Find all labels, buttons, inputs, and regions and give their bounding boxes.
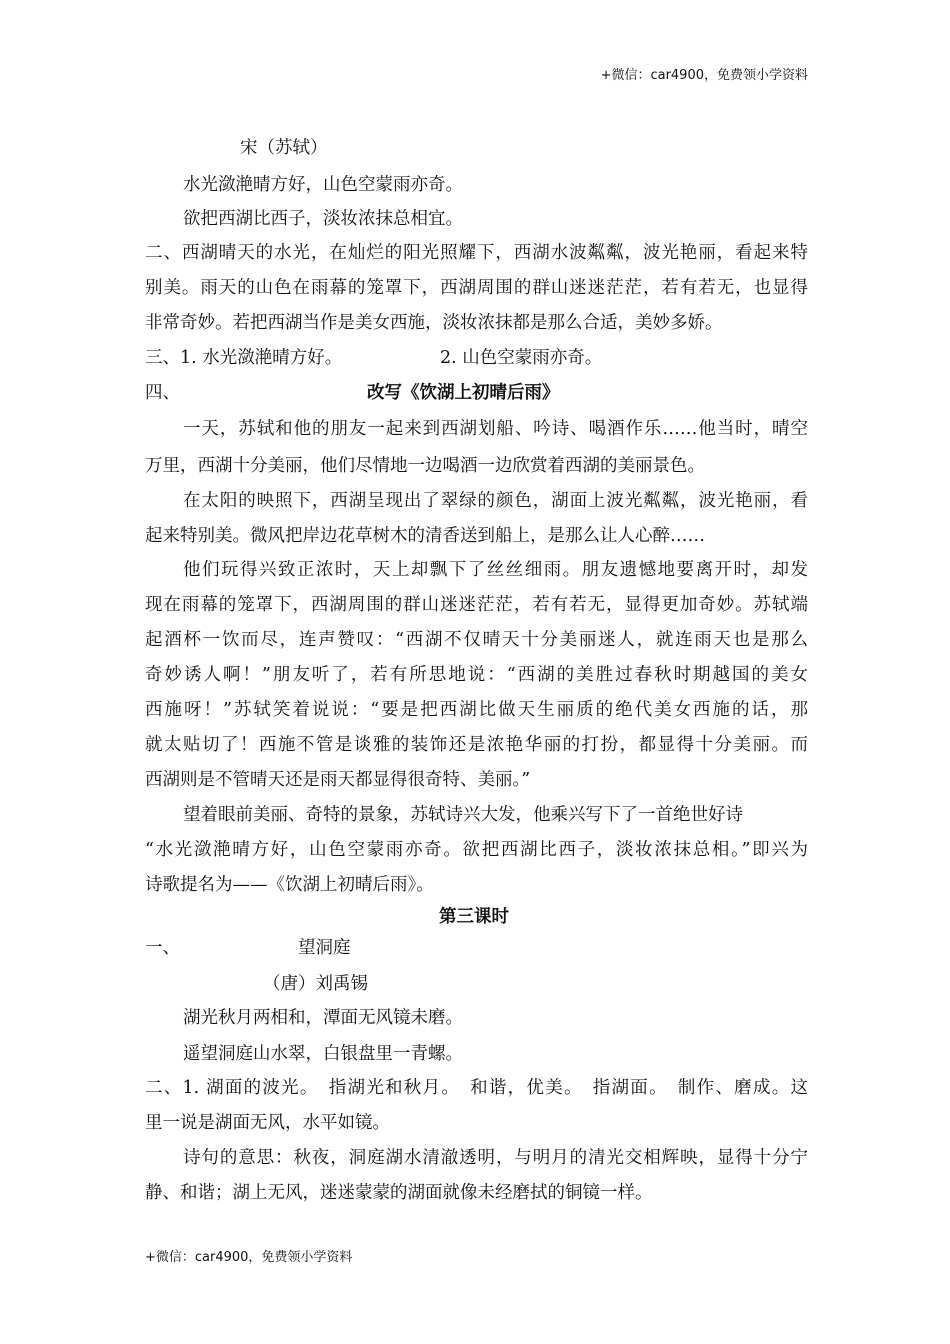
section-heading: 第三课时 [439,907,509,927]
poem-line: 遥望洞庭山水翠，白银盘里一青螺。 [183,1044,463,1064]
essay-line: 万里，西湖十分美丽，他们尽情地一边喝酒一边欣赏着西湖的美丽景色。 [145,456,705,476]
essay-line: 奇妙诱人啊！”朋友听了，若有所思地说：“西湖的美胜过春秋时期越国的美女 [145,665,808,685]
essay-line: 起酒杯一饮而尽，连声赞叹：“西湖不仅晴天十分美丽迷人，就连雨天也是那么 [145,630,808,650]
essay-line: 在太阳的映照下，西湖呈现出了翠绿的颜色，湖面上波光粼粼，波光艳丽，看 [183,491,808,511]
answer-line: 2. 山色空蒙雨亦奇。 [440,348,603,368]
poem-author-line: 宋（苏轼） [240,138,328,158]
question-label: 四、 [145,383,180,403]
answer-line: 非常奇妙。若把西湖当作是美女西施，淡妆浓抹都是那么合适，美妙多娇。 [145,313,723,333]
answer-line: 二、西湖晴天的水光，在灿烂的阳光照耀下，西湖水波粼粼，波光艳丽，看起来特 [145,243,808,263]
essay-line: 现在雨幕的笼罩下，西湖周围的群山迷迷茫茫，若有若无，显得更加奇妙。苏轼端 [145,595,808,615]
essay-line: 一天，苏轼和他的朋友一起来到西湖划船、吟诗、喝酒作乐……他当时，晴空 [183,419,808,439]
essay-line: “水光潋滟晴方好，山色空蒙雨亦奇。欲把西湖比西子，淡妆浓抹总相。”即兴为 [145,840,808,860]
answer-line: 三、1. 水光潋滟晴方好。 [145,348,343,368]
poem-line: 水光潋滟晴方好，山色空蒙雨亦奇。 [183,175,463,195]
essay-line: 他们玩得兴致正浓时，天上却飘下了丝丝细雨。朋友遗憾地要离开时，却发 [183,560,808,580]
essay-line: 起来特别美。微风把岸边花草树木的清香送到船上，是那么让人心醉…… [145,526,705,546]
answer-line: 二、1. 湖面的波光。 指湖光和秋月。 和谐，优美。 指湖面。 制作、磨成。这 [145,1078,808,1098]
answer-line: 里一说是湖面无风，水平如镜。 [145,1113,390,1133]
essay-line: 西湖则是不管晴天还是雨天都显得很奇特、美丽。” [145,770,531,790]
page-header: +微信：car4900，免费领小学资料 [600,68,808,83]
answer-line: 别美。雨天的山色在雨幕的笼罩下，西湖周围的群山迷迷茫茫，若有若无，也显得 [145,278,808,298]
question-label: 一、 [145,938,180,958]
answer-line: 诗句的意思：秋夜，洞庭湖水清澈透明，与明月的清光交相辉映，显得十分宁 [183,1148,808,1168]
poem-title: 望洞庭 [298,938,351,958]
essay-line: 西施呀！”苏轼笑着说说：“要是把西湖比做天生丽质的绝代美女西施的话，那 [145,700,808,720]
essay-title: 改写《饮湖上初晴后雨》 [367,383,560,403]
essay-line: 诗歌提名为——《饮湖上初晴后雨》。 [145,875,434,895]
answer-line: 静、和谐；湖上无风，迷迷蒙蒙的湖面就像未经磨拭的铜镜一样。 [145,1183,653,1203]
essay-line: 就太贴切了！西施不管是谈雅的装饰还是浓艳华丽的打扮，都显得十分美丽。而 [145,735,808,755]
poem-author-line: （唐）刘禹锡 [263,974,368,994]
poem-line: 欲把西湖比西子，淡妆浓抹总相宜。 [183,209,463,229]
page-footer: +微信：car4900，免费领小学资料 [145,1250,353,1265]
essay-line: 望着眼前美丽、奇特的景象，苏轼诗兴大发，他乘兴写下了一首绝世好诗 [183,805,743,825]
poem-line: 湖光秋月两相和，潭面无风镜未磨。 [183,1008,463,1028]
